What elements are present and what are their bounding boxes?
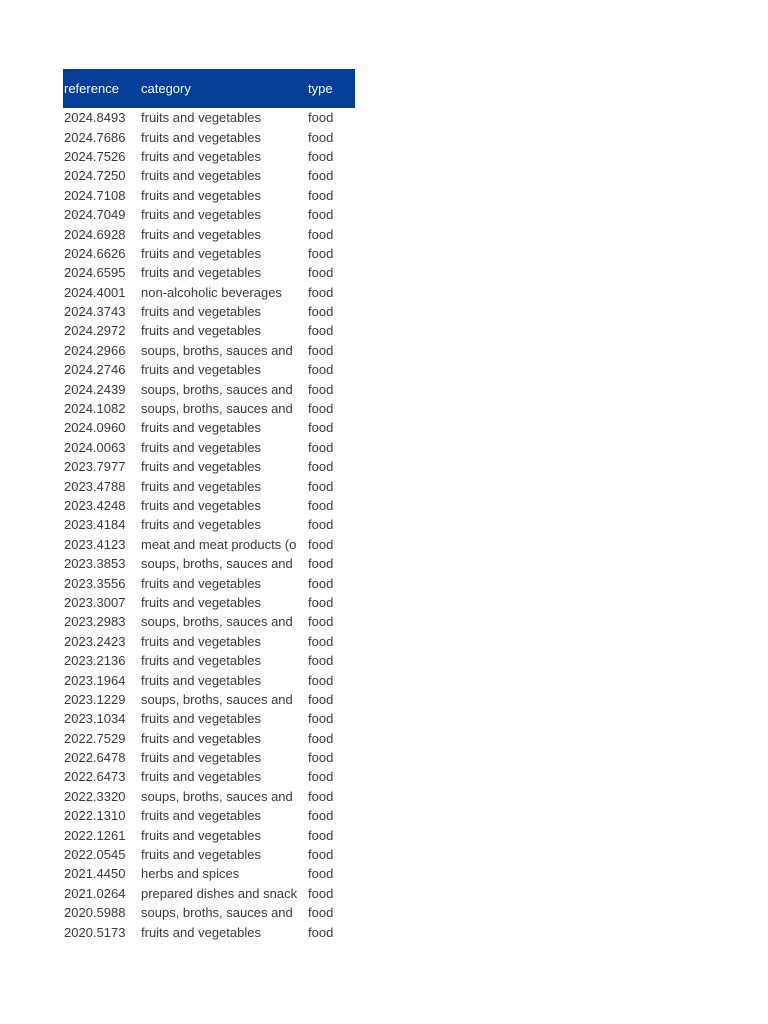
table-row[interactable] bbox=[63, 127, 355, 146]
table-row[interactable] bbox=[63, 729, 355, 748]
cell-category[interactable]: fruits and vegetables bbox=[141, 207, 261, 223]
cell-category[interactable]: fruits and vegetables bbox=[141, 478, 261, 494]
cell-reference[interactable]: 2024.6626 bbox=[64, 245, 126, 261]
cell-category[interactable]: fruits and vegetables bbox=[141, 769, 261, 785]
table-row[interactable] bbox=[63, 399, 355, 418]
cell-category[interactable]: fruits and vegetables bbox=[141, 653, 261, 669]
table-row[interactable] bbox=[63, 554, 355, 573]
cell-reference[interactable]: 2024.7108 bbox=[64, 187, 126, 203]
table-row[interactable] bbox=[63, 612, 355, 631]
table-row[interactable] bbox=[63, 418, 355, 437]
cell-type[interactable]: food bbox=[308, 672, 334, 688]
cell-reference[interactable]: 2020.5173 bbox=[64, 924, 126, 940]
cell-reference[interactable]: 2023.3853 bbox=[64, 556, 126, 572]
cell-category[interactable]: fruits and vegetables bbox=[141, 672, 261, 688]
table-row[interactable] bbox=[63, 205, 355, 224]
cell-category[interactable]: fruits and vegetables bbox=[141, 498, 261, 513]
cell-category[interactable]: soups, broths, sauces and bbox=[141, 614, 293, 630]
table-row[interactable] bbox=[63, 379, 355, 398]
cell-reference[interactable]: 2023.1964 bbox=[64, 672, 126, 688]
cell-reference[interactable]: 2023.4248 bbox=[64, 498, 126, 513]
cell-type[interactable]: food bbox=[308, 323, 334, 339]
cell-category[interactable]: fruits and vegetables bbox=[141, 129, 261, 145]
cell-type[interactable]: food bbox=[308, 575, 334, 591]
cell-reference[interactable]: 2023.1229 bbox=[64, 691, 126, 707]
table-row[interactable] bbox=[63, 283, 355, 302]
table-row[interactable] bbox=[63, 360, 355, 379]
cell-reference[interactable]: 2024.7049 bbox=[64, 207, 126, 223]
cell-type[interactable]: food bbox=[308, 459, 334, 475]
cell-type[interactable]: food bbox=[308, 420, 334, 436]
table-row[interactable] bbox=[63, 845, 355, 864]
cell-category[interactable]: fruits and vegetables bbox=[141, 148, 261, 164]
cell-reference[interactable]: 2022.6473 bbox=[64, 769, 126, 785]
cell-reference[interactable]: 2024.7250 bbox=[64, 168, 126, 184]
cell-type[interactable]: food bbox=[308, 129, 334, 145]
cell-reference[interactable]: 2024.2746 bbox=[64, 362, 126, 378]
cell-reference[interactable]: 2024.1082 bbox=[64, 401, 126, 417]
cell-category[interactable]: fruits and vegetables bbox=[141, 711, 261, 727]
cell-category[interactable]: soups, broths, sauces and bbox=[141, 691, 293, 707]
cell-type[interactable]: food bbox=[308, 245, 334, 261]
cell-category[interactable]: fruits and vegetables bbox=[141, 265, 261, 281]
cell-reference[interactable]: 2024.0960 bbox=[64, 420, 126, 436]
table-row[interactable] bbox=[63, 690, 355, 709]
table-row[interactable] bbox=[63, 457, 355, 476]
cell-type[interactable]: food bbox=[308, 750, 334, 766]
cell-type[interactable]: food bbox=[308, 556, 334, 572]
table-row[interactable] bbox=[63, 321, 355, 340]
cell-type[interactable]: food bbox=[308, 110, 334, 126]
cell-type[interactable]: food bbox=[308, 304, 334, 320]
table-row[interactable] bbox=[63, 535, 355, 554]
cell-category[interactable]: fruits and vegetables bbox=[141, 808, 261, 824]
table-row[interactable] bbox=[63, 884, 355, 903]
cell-reference[interactable]: 2023.4788 bbox=[64, 478, 126, 494]
cell-type[interactable]: food bbox=[308, 284, 334, 300]
cell-reference[interactable]: 2020.5988 bbox=[64, 905, 126, 921]
cell-reference[interactable]: 2024.2966 bbox=[64, 342, 126, 358]
cell-category[interactable]: herbs and spices bbox=[141, 866, 240, 882]
cell-reference[interactable]: 2022.7529 bbox=[64, 730, 126, 746]
cell-category[interactable]: fruits and vegetables bbox=[141, 304, 261, 320]
cell-category[interactable]: fruits and vegetables bbox=[141, 827, 261, 843]
cell-type[interactable]: food bbox=[308, 594, 334, 610]
cell-type[interactable]: food bbox=[308, 788, 334, 804]
cell-category[interactable]: fruits and vegetables bbox=[141, 187, 261, 203]
table-row[interactable] bbox=[63, 263, 355, 282]
table-row[interactable] bbox=[63, 632, 355, 651]
column-header-type[interactable]: type bbox=[308, 81, 333, 96]
cell-type[interactable]: food bbox=[308, 362, 334, 378]
data-table bbox=[63, 69, 355, 942]
cell-type[interactable]: food bbox=[308, 827, 334, 843]
cell-type[interactable]: food bbox=[308, 439, 334, 455]
table-row[interactable] bbox=[63, 573, 355, 592]
cell-reference[interactable]: 2022.0545 bbox=[64, 847, 126, 863]
cell-type[interactable]: food bbox=[308, 381, 334, 397]
cell-reference[interactable]: 2023.3007 bbox=[64, 594, 126, 610]
table-row[interactable] bbox=[63, 767, 355, 786]
cell-reference[interactable]: 2024.6595 bbox=[64, 265, 126, 281]
table-row[interactable] bbox=[63, 748, 355, 767]
cell-reference[interactable]: 2024.6928 bbox=[64, 226, 126, 242]
table-row[interactable] bbox=[63, 186, 355, 205]
cell-category[interactable]: fruits and vegetables bbox=[141, 362, 261, 378]
cell-type[interactable]: food bbox=[308, 905, 334, 921]
cell-reference[interactable]: 2024.7526 bbox=[64, 148, 126, 164]
cell-reference[interactable]: 2024.7686 bbox=[64, 129, 126, 145]
cell-category[interactable]: fruits and vegetables bbox=[141, 924, 261, 940]
table-row[interactable] bbox=[63, 224, 355, 243]
table-body bbox=[63, 108, 355, 942]
table-row[interactable] bbox=[63, 147, 355, 166]
cell-category[interactable]: fruits and vegetables bbox=[141, 750, 261, 766]
cell-type[interactable]: food bbox=[308, 517, 334, 533]
cell-reference[interactable]: 2023.4184 bbox=[64, 517, 126, 533]
cell-type[interactable]: food bbox=[308, 342, 334, 358]
cell-reference[interactable]: 2024.8493 bbox=[64, 110, 126, 126]
cell-category[interactable]: soups, broths, sauces and bbox=[141, 342, 293, 358]
cell-category[interactable]: fruits and vegetables bbox=[141, 730, 261, 746]
cell-category[interactable]: fruits and vegetables bbox=[141, 226, 261, 242]
cell-type[interactable]: food bbox=[308, 924, 334, 940]
cell-reference[interactable]: 2024.4001 bbox=[64, 284, 126, 300]
cell-reference[interactable]: 2024.2972 bbox=[64, 323, 126, 339]
cell-type[interactable]: food bbox=[308, 691, 334, 707]
table-row[interactable] bbox=[63, 787, 355, 806]
cell-category[interactable]: fruits and vegetables bbox=[141, 323, 261, 339]
cell-category[interactable]: fruits and vegetables bbox=[141, 168, 261, 184]
table-row[interactable] bbox=[63, 806, 355, 825]
cell-category[interactable]: soups, broths, sauces and bbox=[141, 381, 293, 397]
cell-reference[interactable]: 2022.1310 bbox=[64, 808, 126, 824]
table-row[interactable] bbox=[63, 515, 355, 534]
cell-category[interactable]: soups, broths, sauces and bbox=[141, 401, 293, 417]
cell-type[interactable]: food bbox=[308, 711, 334, 727]
cell-reference[interactable]: 2022.3320 bbox=[64, 788, 126, 804]
cell-category[interactable]: fruits and vegetables bbox=[141, 439, 261, 455]
cell-reference[interactable]: 2022.1261 bbox=[64, 827, 126, 843]
cell-category[interactable]: fruits and vegetables bbox=[141, 633, 261, 649]
table-row[interactable] bbox=[63, 864, 355, 883]
cell-reference[interactable]: 2021.4450 bbox=[64, 866, 126, 882]
cell-category[interactable]: fruits and vegetables bbox=[141, 459, 261, 475]
table-row[interactable] bbox=[63, 302, 355, 321]
table-row[interactable] bbox=[63, 670, 355, 689]
cell-type[interactable]: food bbox=[308, 847, 334, 863]
cell-reference[interactable]: 2023.2983 bbox=[64, 614, 126, 630]
cell-category[interactable]: prepared dishes and snack bbox=[141, 885, 298, 901]
table-row[interactable] bbox=[63, 709, 355, 728]
cell-category[interactable]: fruits and vegetables bbox=[141, 420, 261, 436]
cell-type[interactable]: food bbox=[308, 536, 334, 552]
cell-category[interactable]: fruits and vegetables bbox=[141, 594, 261, 610]
table-header-row bbox=[63, 69, 355, 108]
table-row[interactable] bbox=[63, 341, 355, 360]
cell-type[interactable]: food bbox=[308, 614, 334, 630]
table-row[interactable] bbox=[63, 903, 355, 922]
table-row[interactable] bbox=[63, 825, 355, 844]
cell-category[interactable]: soups, broths, sauces and bbox=[141, 556, 293, 572]
table-row[interactable] bbox=[63, 922, 355, 941]
cell-reference[interactable]: 2023.2136 bbox=[64, 653, 126, 669]
table-row[interactable] bbox=[63, 166, 355, 185]
cell-category[interactable]: fruits and vegetables bbox=[141, 110, 261, 126]
cell-type[interactable]: food bbox=[308, 207, 334, 223]
column-header-category[interactable]: category bbox=[141, 81, 191, 96]
cell-category[interactable]: fruits and vegetables bbox=[141, 847, 261, 863]
table-row[interactable] bbox=[63, 496, 355, 515]
cell-type[interactable]: food bbox=[308, 885, 334, 901]
cell-type[interactable]: food bbox=[308, 866, 334, 882]
cell-category[interactable]: fruits and vegetables bbox=[141, 575, 261, 591]
cell-reference[interactable]: 2023.1034 bbox=[64, 711, 126, 727]
cell-reference[interactable]: 2024.3743 bbox=[64, 304, 126, 320]
cell-reference[interactable]: 2023.4123 bbox=[64, 536, 126, 552]
table-row[interactable] bbox=[63, 593, 355, 612]
cell-type[interactable]: food bbox=[308, 769, 334, 785]
cell-category[interactable]: soups, broths, sauces and bbox=[141, 788, 293, 804]
cell-type[interactable]: food bbox=[308, 498, 334, 513]
column-header-reference[interactable]: reference bbox=[64, 81, 119, 96]
cell-type[interactable]: food bbox=[308, 187, 334, 203]
table-row[interactable] bbox=[63, 438, 355, 457]
table-row[interactable] bbox=[63, 244, 355, 263]
cell-type[interactable]: food bbox=[308, 265, 334, 281]
cell-category[interactable]: fruits and vegetables bbox=[141, 517, 261, 533]
cell-type[interactable]: food bbox=[308, 401, 334, 417]
cell-category[interactable]: non-alcoholic beverages bbox=[141, 284, 282, 300]
cell-type[interactable]: food bbox=[308, 478, 334, 494]
cell-type[interactable]: food bbox=[308, 633, 334, 649]
cell-type[interactable]: food bbox=[308, 730, 334, 746]
cell-type[interactable]: food bbox=[308, 168, 334, 184]
cell-type[interactable]: food bbox=[308, 808, 334, 824]
cell-type[interactable]: food bbox=[308, 226, 334, 242]
cell-category[interactable]: fruits and vegetables bbox=[141, 245, 261, 261]
table-row[interactable] bbox=[63, 651, 355, 670]
cell-reference[interactable]: 2023.2423 bbox=[64, 633, 126, 649]
cell-type[interactable]: food bbox=[308, 148, 334, 164]
cell-reference[interactable]: 2021.0264 bbox=[64, 885, 126, 901]
cell-category[interactable]: soups, broths, sauces and bbox=[141, 905, 293, 921]
cell-reference[interactable]: 2023.3556 bbox=[64, 575, 126, 591]
cell-category[interactable]: meat and meat products (o bbox=[141, 536, 297, 552]
table-row[interactable] bbox=[63, 476, 355, 495]
cell-reference[interactable]: 2022.6478 bbox=[64, 750, 126, 766]
cell-type[interactable]: food bbox=[308, 653, 334, 669]
cell-reference[interactable]: 2024.2439 bbox=[64, 381, 126, 397]
cell-reference[interactable]: 2024.0063 bbox=[64, 439, 126, 455]
cell-reference[interactable]: 2023.7977 bbox=[64, 459, 126, 475]
table-row[interactable] bbox=[63, 108, 355, 127]
